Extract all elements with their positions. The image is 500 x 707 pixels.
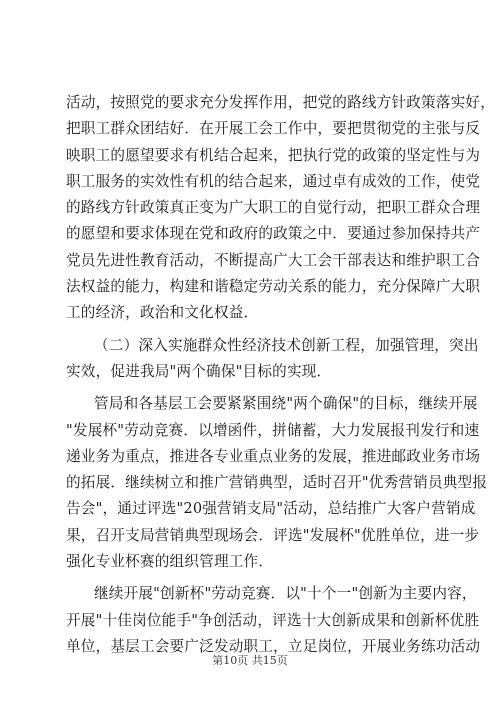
text-line: 告会"，通过评选"20强营销支局"活动，总结推广大客户营销成 xyxy=(66,500,476,518)
paragraph-2-section-heading xyxy=(66,333,479,386)
text-line: 强化专业杯赛的组织管理工作． xyxy=(66,553,274,571)
text-line: 把职工群众团结好．在开展工会工作中，要把贯彻党的主张与反 xyxy=(66,120,481,138)
text-line: "发展杯"劳动竞赛．以增函件，拼储蓄，大力发展报刊发行和速 xyxy=(66,421,480,439)
text-line: 工的经济，政治和文化权益． xyxy=(66,304,259,322)
text-line: 映职工的愿望要求有机结合起来，把执行党的政策的坚定性与为 xyxy=(66,146,481,164)
paragraph-4 xyxy=(66,581,481,660)
text-line: 管局和各基层工会要紧紧围绕"两个确保"的目标，继续开展 xyxy=(94,395,478,413)
text-line: 的愿望和要求体现在党和政府的政策之中．要通过参加保持共产 xyxy=(66,225,481,243)
body-text xyxy=(66,90,496,660)
page-number-footer: 第10页 共15页 xyxy=(212,654,288,667)
text-line: 职工服务的实效性有机的结合起来，通过卓有成效的工作，使党 xyxy=(66,172,481,190)
text-line: 党员先进性教育活动，不断提高广大工会干部表达和维护职工合 xyxy=(66,251,481,269)
text-line: 的拓展．继续树立和推广营销典型，适时召开"优秀营销员典型报 xyxy=(66,474,488,492)
text-line: 实效，促进我局"两个确保"目标的实现． xyxy=(66,362,332,380)
text-line: 继续开展"创新杯"劳动竞赛．以"十个一"创新为主要内容， xyxy=(94,585,477,603)
text-line: （二）深入实施群众性经济技术创新工程，加强管理，突出 xyxy=(94,336,479,354)
text-line: 果，召开支局营销典型现场会．评选"发展杯"优胜单位，进一步 xyxy=(66,526,480,544)
text-line: 开展"十佳岗位能手"争创活动，评选十大创新成果和创新杯优胜 xyxy=(66,611,480,629)
text-line: 活动，按照党的要求充分发挥作用，把党的路线方针政策落实好， xyxy=(66,94,496,111)
text-line: 法权益的能力，构建和谐稳定劳动关系的能力，充分保障广大职 xyxy=(66,278,481,296)
paragraph-1 xyxy=(66,90,496,327)
text-line: 递业务为重点，推进各专业重点业务的发展，推进邮政业务市场 xyxy=(66,447,481,465)
text-line: 单位，基层工会要广泛发动职工，立足岗位，开展业务练功活动 xyxy=(66,637,481,655)
paragraph-3 xyxy=(66,391,488,575)
text-line: 的路线方针政策真正变为广大职工的自觉行动，把职工群众合理 xyxy=(66,199,481,217)
